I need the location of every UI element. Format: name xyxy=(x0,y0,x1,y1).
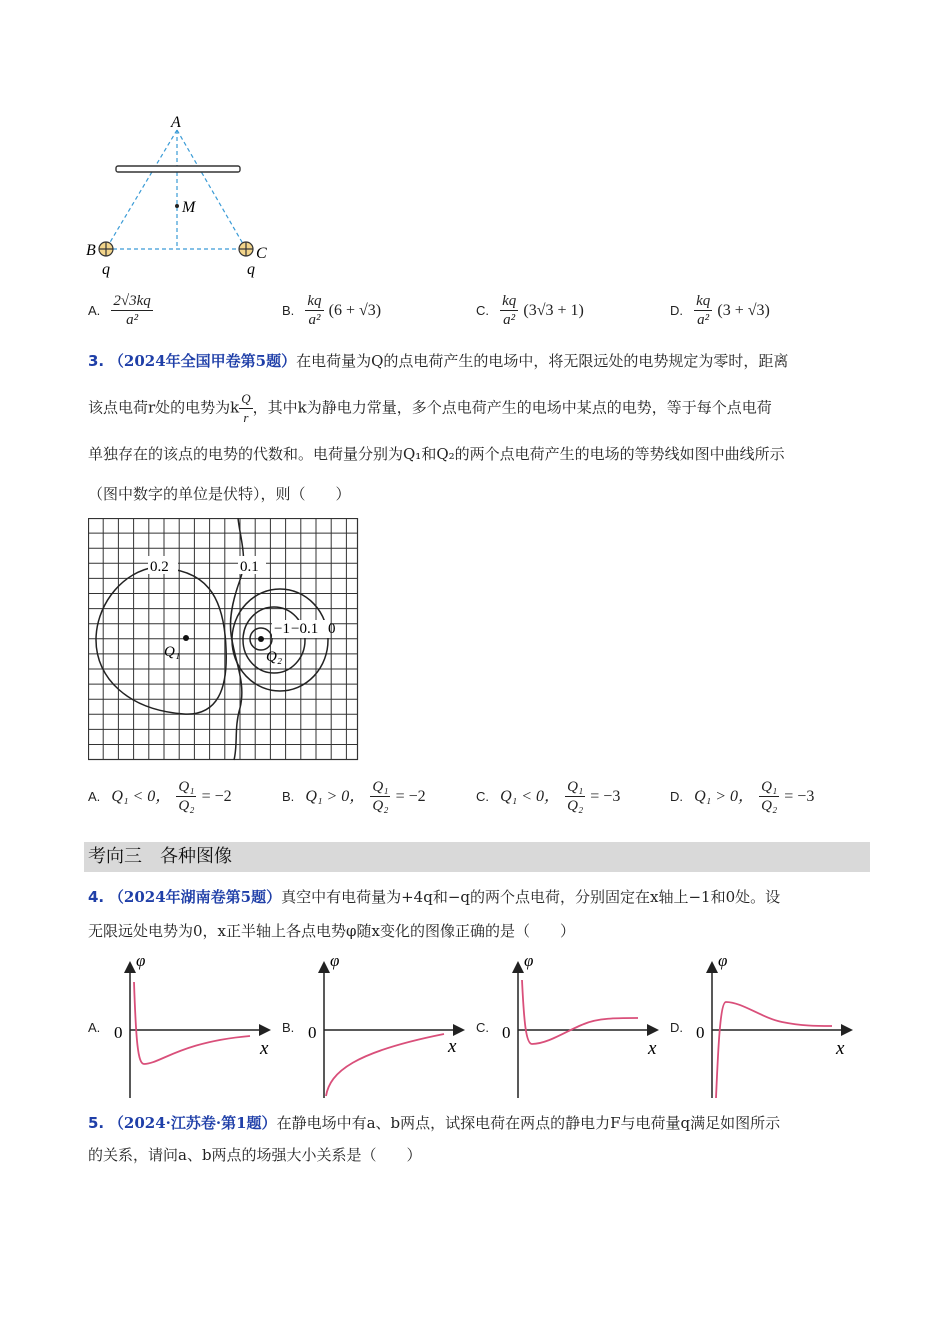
svg-text:x: x xyxy=(836,1038,845,1059)
point-M xyxy=(175,204,179,208)
q4-line1: 4. （2024年湖南卷第5题）真空中有电荷量为+4q和−q的两个点电荷，分别固定在x轴上−1和0处。设 xyxy=(88,888,781,906)
q4-line2: 无限远处电势为0，x正半轴上各点电势φ随x变化的图像正确的是（ ） xyxy=(88,922,575,940)
svg-text:x: x xyxy=(648,1038,657,1059)
q4-graph-D[interactable]: D. φ 0 x xyxy=(670,952,860,1104)
q2-option-D[interactable]: D. $\frac{kq}{\text{a²}}$ (3 + √3) xyxy=(670,293,770,328)
label-q-right: q xyxy=(247,261,255,278)
section-heading: 考向三 各种图像 xyxy=(84,842,870,872)
Q1-point xyxy=(183,635,189,641)
q2-C-tail: (3√3 + 1) xyxy=(523,302,584,319)
charged-rod xyxy=(116,166,240,172)
q2-B-tail: (6 + √3) xyxy=(328,302,382,319)
label-m1: −1 xyxy=(274,621,290,637)
charge-B-icon xyxy=(99,242,113,256)
svg-text:φ: φ xyxy=(136,952,146,970)
svg-text:0: 0 xyxy=(308,1023,317,1042)
q3-line3: 单独存在的该点的电势的代数和。电荷量分别为Q₁和Q₂的两个点电荷产生的电场的等势线如图中曲线所示 xyxy=(88,445,785,463)
charge-C-icon xyxy=(239,242,253,256)
label-0.2: 0.2 xyxy=(150,559,169,575)
label-m0.1: −0.1 xyxy=(291,621,319,637)
option-letter: A. xyxy=(88,303,101,318)
q3-option-D[interactable]: D. Q₁ > 0， $\frac{\text{Q₁}}{\text{Q₂}}$ = −3 xyxy=(670,779,815,814)
q3-source: （2024年全国甲卷第5题） xyxy=(108,352,297,370)
curve-B xyxy=(326,1034,444,1096)
q3-line1: 3. （2024年全国甲卷第5题）在电荷量为Q的点电荷产生的电场中，将无限远处的电势规定为零时，距离 xyxy=(88,352,789,370)
q3-line2: 该点电荷r处的电势为k $\frac{Q}{r}$ ，其中k为静电力常量，多个点电荷产生的电场中某点的电势，等于每个点电荷 xyxy=(88,391,772,425)
q2-A-den: a² xyxy=(126,312,139,328)
curve-D xyxy=(716,1002,832,1098)
q4-graph-C[interactable]: C. φ 0 x xyxy=(476,952,657,1059)
q3-option-B[interactable]: B. Q₁ > 0， $\frac{\text{Q₁}}{\text{Q₂}}$ = −2 xyxy=(282,779,426,814)
svg-text:x: x xyxy=(260,1038,269,1059)
label-q-left: q xyxy=(102,261,110,278)
svg-text:0: 0 xyxy=(114,1023,123,1042)
label-C: C xyxy=(256,245,267,262)
q2-D-tail: (3 + √3) xyxy=(717,302,770,319)
q4-graph-B[interactable]: B. φ 0 x xyxy=(282,952,472,1104)
q2-option-B[interactable]: B. $\frac{kq}{\text{a²}}$ (6 + √3) xyxy=(282,293,382,328)
svg-text:φ: φ xyxy=(718,952,728,970)
svg-text:0: 0 xyxy=(502,1023,511,1042)
q2-A-num: 2√3kq xyxy=(113,293,151,309)
svg-text:x: x xyxy=(448,1036,457,1057)
curve-C xyxy=(522,980,638,1044)
q3-number: 3. xyxy=(88,352,105,370)
label-B: B xyxy=(86,242,96,259)
svg-text:0: 0 xyxy=(696,1023,705,1042)
label-A: A xyxy=(171,114,181,131)
svg-text:φ: φ xyxy=(330,952,340,970)
label-Q2: Q₂ xyxy=(266,649,283,665)
contour-0.2 xyxy=(96,568,226,714)
label-0: 0 xyxy=(328,621,336,637)
q5-line2: 的关系，请问a、b两点的场强大小关系是（ ） xyxy=(88,1146,422,1164)
svg-text:φ: φ xyxy=(524,952,534,970)
label-M: M xyxy=(182,199,196,216)
label-Q1: Q₁ xyxy=(164,644,181,660)
q3-option-A[interactable]: A. Q₁ < 0， $\frac{\text{Q₁}}{\text{Q₂}}$ = −2 xyxy=(88,779,232,814)
label-0.1: 0.1 xyxy=(240,559,259,575)
contour-0 xyxy=(232,589,328,691)
q4-graph-A[interactable]: A. φ 0 x xyxy=(88,952,278,1104)
q2-option-A[interactable] xyxy=(88,292,153,329)
Q2-point xyxy=(258,636,264,642)
q2-option-C[interactable]: C. $\frac{kq}{\text{a²}}$ (3√3 + 1) xyxy=(476,293,584,328)
q5-line1: 5. （2024·江苏卷·第1题）在静电场中有a、b两点，试探电荷在两点的静电力F与电荷量q满足如图所示 xyxy=(88,1114,781,1132)
equipotential-figure xyxy=(88,518,360,762)
curve-A xyxy=(134,982,250,1064)
q3-line4: （图中数字的单位是伏特），则（ ） xyxy=(88,485,351,503)
triangle-figure xyxy=(80,108,280,280)
q3-option-C[interactable]: C. Q₁ < 0， $\frac{\text{Q₁}}{\text{Q₂}}$ = −3 xyxy=(476,779,621,814)
